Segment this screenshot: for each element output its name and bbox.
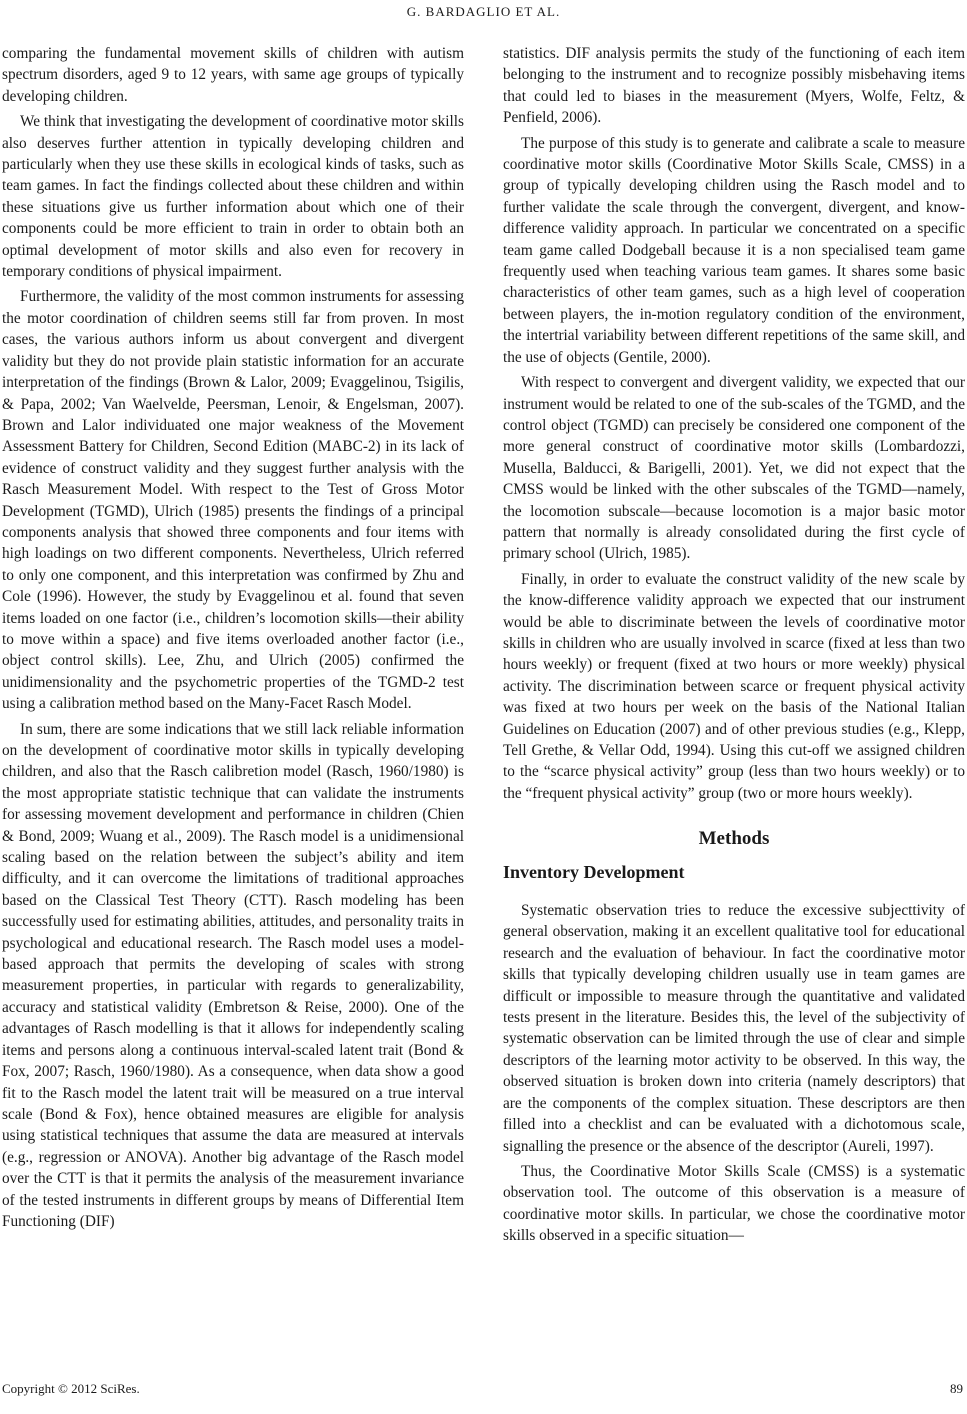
running-head: G. BARDAGLIO ET AL. (406, 4, 561, 19)
body-paragraph: With respect to convergent and divergent validity, we expected that our instrument would be related to one of the sub-scales of the TGMD, and the control object (TGMD) can precisely be considered one component of the more general construct of coordinative motor skills (Lombardozzi, Musella, Balducci, & Barigelli, 2001). Yet, we did not expect that the CMSS would be linked with the other subscales of the TGMD—namely, the locomotion subscale—because locomotion is a major basic motor pattern that normally is already consolidated during the first cycle of primary school (Ulrich, 1985). (503, 374, 965, 563)
body-paragraph: The purpose of this study is to generate and calibrate a scale to measure coordinative motor skills (Coordinative Motor Skills Scale, CMSS) in a group of typically developing children using the Rasch model and to further validate the scale through the convergent, divergent, and know-difference validity approach. In particular we concentrated on a specific team game called Dodgeball because it is a non specialised team game frequently used when teaching various team games. It shares some basic characteristics of other team games, such as a high level of cooperation between players, the in-motion regulatory condition of the environment, the intertrial variability between different repetitions of the same skill, and the use of objects (Gentile, 2000). (503, 134, 965, 366)
body-paragraph: Systematic observation tries to reduce the excessive subjecttivity of general observation, making it an excellent qualitative tool for educational research and the evaluation of behaviour. In fact the coordinative motor skills that typically developing children usually use in team games are difficult or impossible to measure through the quantitative and validated tests present in the literature. Besides this, the level of the subjectivity of systematic observation can be limited through the use of clear and simple descriptors of the learning motor activity to be observed. In this way, the observed situation is broken down into criteria (namely descriptors) that are the components of the complex situation. These descriptors are then filled into a checklist and can be evaluated with a dichotomous scale, signalling the presence or the absence of the descriptor (Aureli, 1997). (503, 902, 965, 1155)
body-paragraph: In sum, there are some indications that we still lack reliable information on the development of coordinative motor skills in typically developing children, and also that the Rasch calibretion model (Rasch, 1960/1980) is the most appropriate statistic technique that can validate the instruments for assessing movement development and performance in children (Chien & Bond, 2009; Wuang et al., 2009). The Rasch model is a unidimensional scaling based on the relation between the subject’s ability and item difficulty, and it can overcome the limitations of traditional approaches based on the Classical Test Theory (CTT). Rasch modeling has been successfully used for estimating abilities, attitudes, and personality traits in psychological and educational research. The Rasch model uses a model-based approach that permits the developing of scales with strong measurement properties, in particular with regards to generalizability, accuracy and statistical validity (Embretson & Reise, 2000). One of the advantages of Rasch modelling is that it allows for independently scaling items and persons along a continuous interval-scaled latent trait (Bond & Fox, 2007; Rasch, 1960/1980). As a consequence, when data show a good fit to the Rasch model the latent trait will be measured on a true interval scale (Bond & Fox), hence obtained measures are eligible for analysis using statistical techniques that assume the data are measured at intervals (e.g., regression or ANOVA). Another big advantage of the Rasch model over the CTT is that it permits the analysis of the measurement invariance of the tested instruments in different groups by means of Differential Item Functioning (DIF) (2, 720, 464, 1230)
page-number: 89 (950, 1381, 963, 1396)
body-paragraph: We think that investigating the development of coordinative motor skills also deserves further attention in typically developing children and particularly when they use these skills in ecological kinds of tasks, such as team games. In fact the findings collected about these children and within these situations give us further information about which one of their components could be more efficient to train in order to obtain both an optimal development of motor skills and also even for recovery in temporary conditions of physical impairment. (2, 113, 464, 281)
right-column (503, 43, 965, 1251)
body-paragraph: Finally, in order to evaluate the construct validity of the new scale by the know-difference validity approach we expected that our instrument would be able to discriminate between the levels of coordinative motor skills in children who are usually involved in scarce (fixed at less than two hours weekly) or frequent (fixed at two hours or more weekly) physical activity. The discrimination between scarce or frequent physical activity was fixed at two hours per week on the basis of the National Italian Guidelines on Education (2007) and of other previous studies (e.g., Klepp, Tell Grethe, & Vellar Odd, 1994). Using this cut-off we assigned children to the “scarce physical activity” group (less than two hours weekly) or to the “frequent physical activity” group (two or more hours weekly). (503, 570, 965, 802)
body-paragraph: Thus, the Coordinative Motor Skills Scale (CMSS) is a systematic observation tool. The outcome of this observation is a measure of coordinative motor skills. In particular, we chose the coordinative motor skills observed in a specific situation— (503, 1162, 965, 1245)
subsection-heading: Inventory Development (503, 861, 685, 882)
left-column (2, 43, 464, 1236)
body-paragraph: statistics. DIF analysis permits the study of the functioning of each item belonging to the instrument and to recognize possibly misbehaving items that could led to biases in the measurement (Myers, Wolfe, Feltz, & Penfield, 2006). (503, 45, 965, 127)
body-paragraph: comparing the fundamental movement skills of children with autism spectrum disorders, aged 9 to 12 years, with same age groups of typically developing children. (2, 45, 464, 105)
body-paragraph: Furthermore, the validity of the most common instruments for assessing the motor coordination of children seems still far from proven. In most cases, the various authors inform us about convergent and divergent validity but they do not provide plain statistic information for an accurate interpretation of the findings (Brown & Lalor, 2009; Evaggelinou, Tsigilis, & Papa, 2002; Van Waelvelde, Peersman, Lenoir, & Engelsman, 2007). Brown and Lalor individuated one major weakness of the Movement Assessment Battery for Children, Second Edition (MABC-2) in its lack of evidence of construct validity and they suggest further analysis with the Rasch Measurement Model. With respect to the Test of Gross Motor Development (TGMD), Ulrich (1985) presents the findings of a principal components analysis that showed three components and four items with high loadings on two different components. Nevertheless, Ulrich referred to only one component, and this interpretation was confirmed by Zhu and Cole (1996). However, the study by Evaggelinou et al. found that seven items loaded on one factor (i.e., children’s locomotion skills—their ability to move within a space) and five items overloaded another factor (i.e., object control skills). Lee, Zhu, and Ulrich (2005) confirmed the unidimensionality and the psychometric properties of the TGMD-2 test using a calibration method based on the Many-Facet Rasch Model. (2, 288, 464, 713)
copyright-notice: Copyright © 2012 SciRes. (2, 1381, 140, 1396)
section-heading: Methods (698, 828, 770, 850)
